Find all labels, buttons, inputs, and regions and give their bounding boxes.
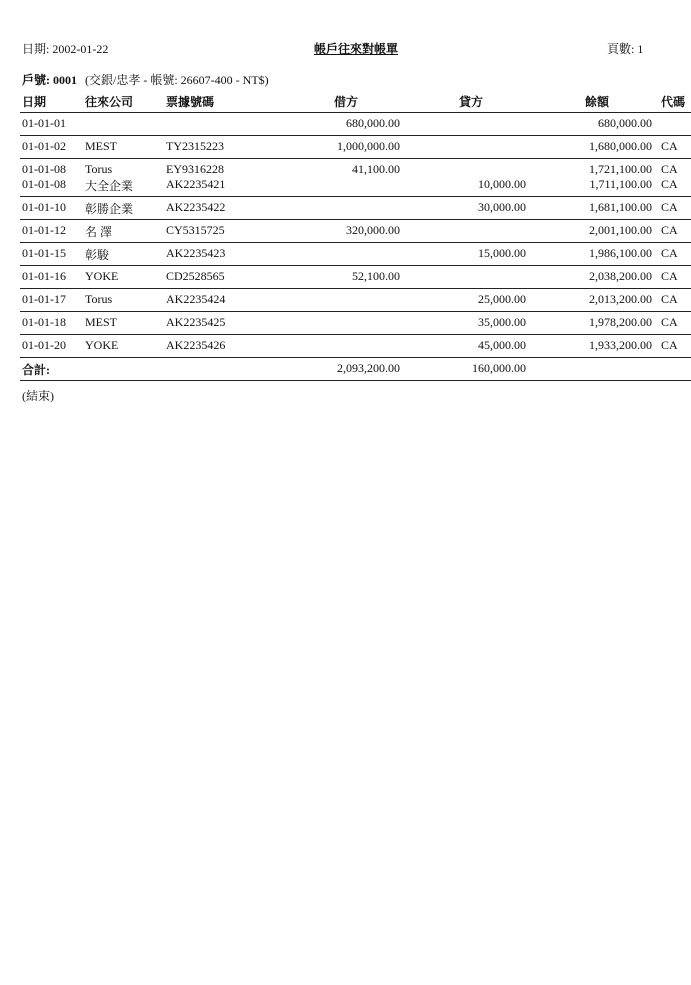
cell-balance: 1,933,200.00 bbox=[589, 338, 652, 352]
cell-date: 01-01-17 bbox=[22, 292, 66, 306]
end-note: (結束) bbox=[22, 389, 54, 403]
cell-balance: 2,038,200.00 bbox=[589, 269, 652, 283]
cell-voucher: AK2235426 bbox=[166, 338, 226, 352]
cell-date: 01-01-08 bbox=[22, 162, 66, 176]
table-row-group bbox=[20, 159, 691, 197]
cell-code: CA bbox=[661, 269, 678, 283]
cell-code: CA bbox=[661, 200, 678, 214]
cell-company: 大全企業 bbox=[85, 179, 134, 193]
column-header-date: 日期 bbox=[22, 95, 47, 109]
total-debit: 2,093,200.00 bbox=[337, 361, 400, 375]
totals-row bbox=[20, 358, 691, 381]
cell-voucher: TY2315223 bbox=[166, 139, 224, 153]
cell-code: CA bbox=[661, 139, 678, 153]
cell-code: CA bbox=[661, 292, 678, 306]
cell-credit: 15,000.00 bbox=[478, 246, 526, 260]
cell-balance: 1,680,000.00 bbox=[589, 139, 652, 153]
cell-balance: 1,986,100.00 bbox=[589, 246, 652, 260]
cell-company: MEST bbox=[85, 139, 118, 153]
cell-debit: 52,100.00 bbox=[352, 269, 400, 283]
cell-balance: 1,978,200.00 bbox=[589, 315, 652, 329]
cell-date: 01-01-08 bbox=[22, 177, 66, 191]
cell-date: 01-01-02 bbox=[22, 139, 66, 153]
cell-company: 名 澤 bbox=[85, 225, 113, 239]
report-date: 日期: 2002-01-22 bbox=[22, 42, 109, 56]
table-row bbox=[20, 197, 691, 220]
cell-balance: 1,711,100.00 bbox=[589, 177, 652, 191]
cell-company: YOKE bbox=[85, 338, 119, 352]
page-number: 頁數: 1 bbox=[607, 42, 644, 56]
cell-balance: 1,681,100.00 bbox=[589, 200, 652, 214]
column-header-debit: 借方 bbox=[334, 95, 359, 109]
column-header-voucher: 票據號碼 bbox=[166, 95, 215, 109]
cell-company: Torus bbox=[85, 292, 113, 306]
cell-voucher: AK2235424 bbox=[166, 292, 226, 306]
cell-company: 彰勝企業 bbox=[85, 202, 134, 216]
cell-credit: 35,000.00 bbox=[478, 315, 526, 329]
total-credit: 160,000.00 bbox=[472, 361, 526, 375]
cell-date: 01-01-16 bbox=[22, 269, 66, 283]
report-title: 帳戶往來對帳單 bbox=[314, 42, 399, 56]
cell-date: 01-01-01 bbox=[22, 116, 66, 130]
cell-voucher: AK2235425 bbox=[166, 315, 226, 329]
cell-date: 01-01-20 bbox=[22, 338, 66, 352]
totals-label: 合計: bbox=[22, 363, 50, 377]
table-row bbox=[20, 335, 691, 358]
column-header-company: 往來公司 bbox=[85, 95, 134, 109]
column-header-balance: 餘額 bbox=[585, 95, 610, 109]
cell-credit: 25,000.00 bbox=[478, 292, 526, 306]
cell-balance: 1,721,100.00 bbox=[589, 162, 652, 176]
cell-company: 彰駿 bbox=[85, 248, 110, 262]
cell-debit: 680,000.00 bbox=[346, 116, 400, 130]
cell-voucher: AK2235422 bbox=[166, 200, 226, 214]
table-row bbox=[20, 220, 691, 243]
cell-code: CA bbox=[661, 162, 678, 176]
column-header-code: 代碼 bbox=[661, 95, 686, 109]
cell-voucher: CY5315725 bbox=[166, 223, 225, 237]
cell-code: CA bbox=[661, 223, 678, 237]
cell-balance: 2,013,200.00 bbox=[589, 292, 652, 306]
cell-credit: 30,000.00 bbox=[478, 200, 526, 214]
cell-date: 01-01-12 bbox=[22, 223, 66, 237]
cell-voucher: CD2528565 bbox=[166, 269, 225, 283]
ledger-table bbox=[20, 90, 691, 381]
table-row bbox=[20, 243, 691, 266]
cell-code: CA bbox=[661, 315, 678, 329]
cell-credit: 45,000.00 bbox=[478, 338, 526, 352]
cell-date: 01-01-18 bbox=[22, 315, 66, 329]
cell-credit: 10,000.00 bbox=[478, 177, 526, 191]
cell-company: Torus bbox=[85, 162, 113, 176]
cell-balance: 2,001,100.00 bbox=[589, 223, 652, 237]
account-detail: (交銀/忠孝 - 帳號: 26607-400 - NT$) bbox=[85, 73, 269, 87]
cell-voucher: EY9316228 bbox=[166, 162, 224, 176]
cell-voucher: AK2235421 bbox=[166, 177, 226, 191]
cell-date: 01-01-15 bbox=[22, 246, 66, 260]
cell-date: 01-01-10 bbox=[22, 200, 66, 214]
cell-code: CA bbox=[661, 177, 678, 191]
column-header-credit: 貸方 bbox=[459, 95, 484, 109]
cell-debit: 41,100.00 bbox=[352, 162, 400, 176]
cell-code: CA bbox=[661, 246, 678, 260]
account-info bbox=[22, 71, 269, 88]
cell-balance: 680,000.00 bbox=[598, 116, 652, 130]
cell-debit: 320,000.00 bbox=[346, 223, 400, 237]
cell-company: MEST bbox=[85, 315, 118, 329]
account-number: 戶號: 0001 bbox=[22, 73, 77, 87]
table-row bbox=[20, 289, 691, 312]
cell-company: YOKE bbox=[85, 269, 119, 283]
table-row bbox=[20, 113, 691, 136]
table-row bbox=[20, 266, 691, 289]
cell-code: CA bbox=[661, 338, 678, 352]
cell-debit: 1,000,000.00 bbox=[337, 139, 400, 153]
table-row bbox=[20, 136, 691, 159]
cell-voucher: AK2235423 bbox=[166, 246, 226, 260]
table-header bbox=[20, 90, 691, 113]
page-header bbox=[22, 40, 662, 58]
table-row bbox=[20, 312, 691, 335]
